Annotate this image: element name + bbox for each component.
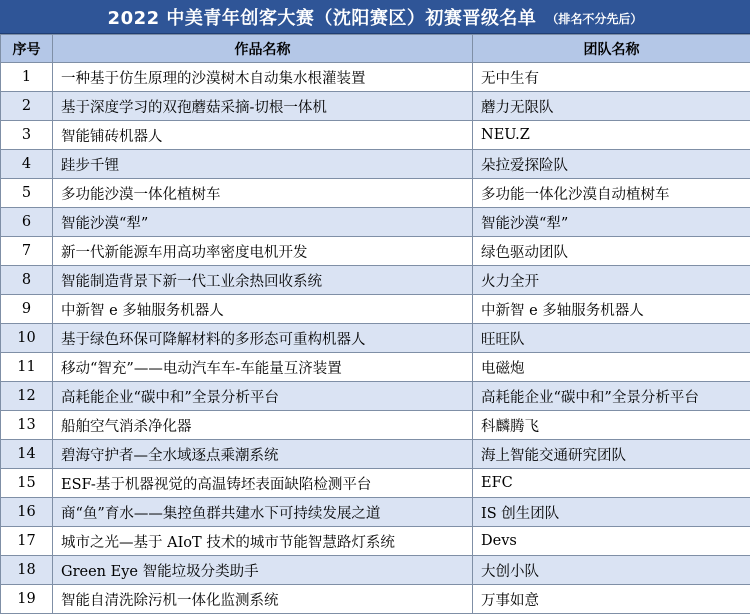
table-row bbox=[1, 498, 750, 527]
column-header-index: 序号 bbox=[1, 35, 53, 63]
table-row bbox=[1, 179, 750, 208]
row-index-cell: 5 bbox=[1, 179, 53, 208]
row-index-cell: 2 bbox=[1, 92, 53, 121]
team-name-cell: 电磁炮 bbox=[473, 353, 750, 382]
team-name-cell: 火力全开 bbox=[473, 266, 750, 295]
row-index-cell: 16 bbox=[1, 498, 53, 527]
team-name-cell: 旺旺队 bbox=[473, 324, 750, 353]
title-note: （排名不分先后） bbox=[546, 11, 643, 26]
table-row bbox=[1, 527, 750, 556]
project-name-cell: 跬步千锂 bbox=[53, 150, 473, 179]
finalist-table bbox=[0, 34, 750, 614]
row-index-cell: 14 bbox=[1, 440, 53, 469]
team-name-cell: 多功能一体化沙漠自动植树车 bbox=[473, 179, 750, 208]
team-name-cell: 绿色驱动团队 bbox=[473, 237, 750, 266]
table-row bbox=[1, 150, 750, 179]
project-name-cell: Green Eye 智能垃圾分类助手 bbox=[53, 556, 473, 585]
team-name-cell: 大创小队 bbox=[473, 556, 750, 585]
row-index-cell: 13 bbox=[1, 411, 53, 440]
table-body bbox=[1, 63, 750, 614]
column-header-project: 作品名称 bbox=[53, 35, 473, 63]
title-bar bbox=[0, 0, 750, 34]
row-index-cell: 18 bbox=[1, 556, 53, 585]
team-name-cell: IS 创生团队 bbox=[473, 498, 750, 527]
table-row bbox=[1, 382, 750, 411]
row-index-cell: 1 bbox=[1, 63, 53, 92]
table-row bbox=[1, 556, 750, 585]
project-name-cell: 基于深度学习的双孢蘑菇采摘-切根一体机 bbox=[53, 92, 473, 121]
project-name-cell: 商“鱼”育水——集控鱼群共建水下可持续发展之道 bbox=[53, 498, 473, 527]
table-row bbox=[1, 237, 750, 266]
project-name-cell: 船舶空气消杀净化器 bbox=[53, 411, 473, 440]
project-name-cell: 智能铺砖机器人 bbox=[53, 121, 473, 150]
project-name-cell: 智能自清洗除污机一体化监测系统 bbox=[53, 585, 473, 614]
table-row bbox=[1, 295, 750, 324]
row-index-cell: 8 bbox=[1, 266, 53, 295]
project-name-cell: 智能沙漠“犁” bbox=[53, 208, 473, 237]
table-row bbox=[1, 585, 750, 614]
team-name-cell: 蘑力无限队 bbox=[473, 92, 750, 121]
team-name-cell: 海上智能交通研究团队 bbox=[473, 440, 750, 469]
team-name-cell: 中新智 e 多轴服务机器人 bbox=[473, 295, 750, 324]
team-name-cell: 智能沙漠“犁” bbox=[473, 208, 750, 237]
team-name-cell: 科麟腾飞 bbox=[473, 411, 750, 440]
row-index-cell: 3 bbox=[1, 121, 53, 150]
project-name-cell: 多功能沙漠一体化植树车 bbox=[53, 179, 473, 208]
table-row bbox=[1, 324, 750, 353]
page-title: 2022 中美青年创客大赛（沈阳赛区）初赛晋级名单 bbox=[107, 7, 537, 29]
project-name-cell: 城市之光—基于 AIoT 技术的城市节能智慧路灯系统 bbox=[53, 527, 473, 556]
table-row bbox=[1, 411, 750, 440]
row-index-cell: 4 bbox=[1, 150, 53, 179]
project-name-cell: 智能制造背景下新一代工业余热回收系统 bbox=[53, 266, 473, 295]
project-name-cell: 一种基于仿生原理的沙漠树木自动集水根灌装置 bbox=[53, 63, 473, 92]
team-name-cell: 无中生有 bbox=[473, 63, 750, 92]
project-name-cell: 中新智 e 多轴服务机器人 bbox=[53, 295, 473, 324]
row-index-cell: 9 bbox=[1, 295, 53, 324]
row-index-cell: 10 bbox=[1, 324, 53, 353]
project-name-cell: 基于绿色环保可降解材料的多形态可重构机器人 bbox=[53, 324, 473, 353]
row-index-cell: 19 bbox=[1, 585, 53, 614]
table-row bbox=[1, 121, 750, 150]
project-name-cell: 新一代新能源车用高功率密度电机开发 bbox=[53, 237, 473, 266]
project-name-cell: 高耗能企业“碳中和”全景分析平台 bbox=[53, 382, 473, 411]
table-row bbox=[1, 92, 750, 121]
table-row bbox=[1, 469, 750, 498]
team-name-cell: 朵拉爱探险队 bbox=[473, 150, 750, 179]
row-index-cell: 7 bbox=[1, 237, 53, 266]
table-row bbox=[1, 266, 750, 295]
team-name-cell: EFC bbox=[473, 469, 750, 498]
row-index-cell: 6 bbox=[1, 208, 53, 237]
table-header-row bbox=[1, 35, 750, 63]
row-index-cell: 12 bbox=[1, 382, 53, 411]
team-name-cell: NEU.Z bbox=[473, 121, 750, 150]
project-name-cell: 碧海守护者—全水域逐点乘潮系统 bbox=[53, 440, 473, 469]
project-name-cell: 移动“智充”——电动汽车车-车能量互济装置 bbox=[53, 353, 473, 382]
table-row bbox=[1, 208, 750, 237]
table-row bbox=[1, 353, 750, 382]
team-name-cell: 万事如意 bbox=[473, 585, 750, 614]
row-index-cell: 11 bbox=[1, 353, 53, 382]
team-name-cell: 高耗能企业“碳中和”全景分析平台 bbox=[473, 382, 750, 411]
column-header-team: 团队名称 bbox=[473, 35, 750, 63]
table-row bbox=[1, 63, 750, 92]
project-name-cell: ESF-基于机器视觉的高温铸坯表面缺陷检测平台 bbox=[53, 469, 473, 498]
row-index-cell: 17 bbox=[1, 527, 53, 556]
table-row bbox=[1, 440, 750, 469]
row-index-cell: 15 bbox=[1, 469, 53, 498]
team-name-cell: Devs bbox=[473, 527, 750, 556]
